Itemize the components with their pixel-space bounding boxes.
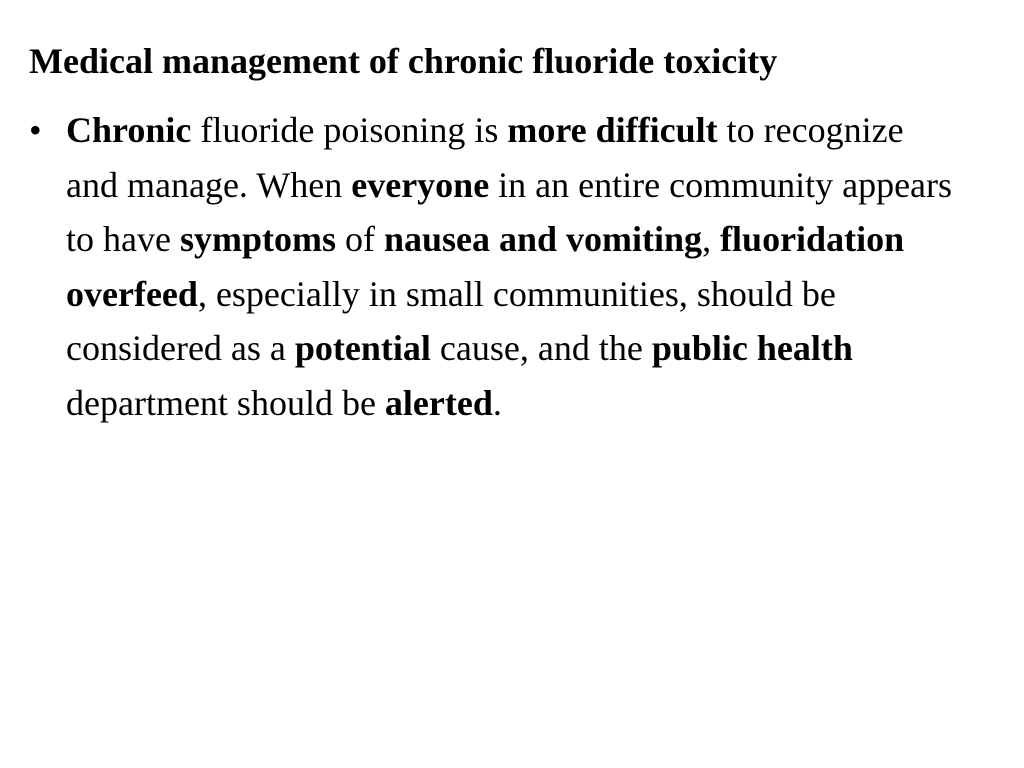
- bold-text: nausea and vomiting: [383, 219, 703, 259]
- bold-text: Chronic: [66, 110, 192, 150]
- slide-title: Medical management of chronic fluoride toxicity: [29, 41, 778, 81]
- bold-text: alerted: [384, 382, 493, 423]
- bold-text: everyone: [351, 164, 490, 205]
- body-text: of: [335, 219, 384, 259]
- body-text: department should be: [66, 382, 385, 423]
- bullet-list: [29, 103, 959, 430]
- body-text: in an entire community appears to have: [66, 164, 953, 259]
- body-text: ,: [702, 219, 721, 259]
- body-text: to recognize and manage. When: [66, 110, 904, 205]
- body-text: , especially in small communities, should be considered as a: [66, 273, 836, 368]
- bullet-text: [66, 110, 952, 423]
- body-text: .: [492, 382, 502, 423]
- bold-text: potential: [294, 328, 431, 368]
- body-text: cause, and the: [430, 328, 652, 368]
- body-text: fluoride poisoning is: [191, 110, 508, 150]
- bullet-marker: •: [29, 110, 42, 150]
- bold-text: public health: [651, 328, 853, 368]
- bold-text: symptoms: [179, 219, 336, 259]
- bold-text: more difficult: [507, 110, 718, 150]
- bullet-item: [29, 103, 959, 430]
- bold-text: fluoridation overfeed: [66, 219, 905, 314]
